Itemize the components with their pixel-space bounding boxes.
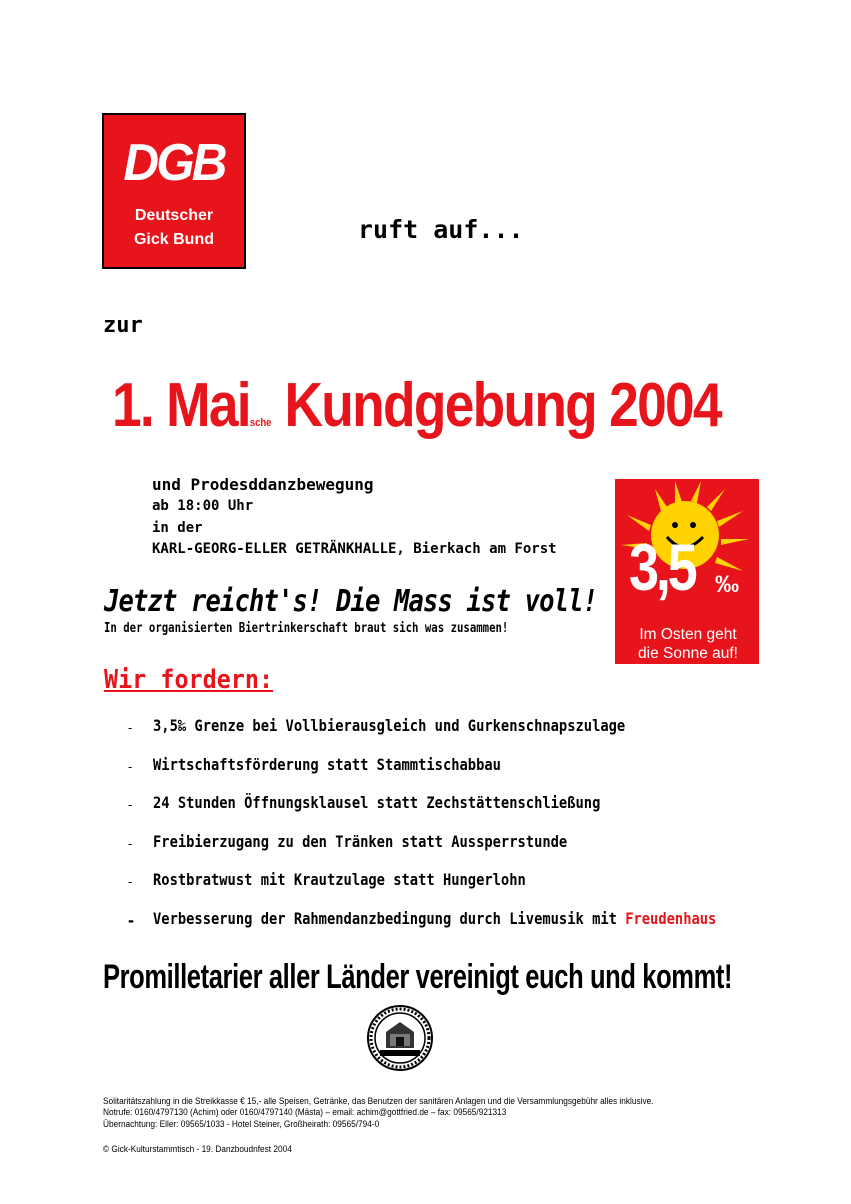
logo-line-1: Deutscher <box>134 207 214 224</box>
badge-text-1: Im Osten geht <box>639 626 737 643</box>
headline <box>112 371 721 440</box>
headline-part-1: 1. Mai <box>112 371 250 440</box>
bullet-dash: - <box>128 909 134 930</box>
bullet-dash: - <box>128 797 133 813</box>
details-line-3: in der <box>152 520 203 536</box>
demand-text: Freibierzugang zu den Tränken statt Aussperrstunde <box>153 831 568 851</box>
details-time: ab 18:00 Uhr <box>152 498 254 514</box>
dgb-logo <box>102 113 246 269</box>
demand-text <box>153 909 716 928</box>
demand-text: 24 Stunden Öffnungsklausel statt Zechstättenschließung <box>153 793 601 813</box>
logo-line-2: Gick Bund <box>133 231 214 248</box>
demands-title: Wir fordern: <box>104 665 274 695</box>
demand-text: 3,5‰ Grenze bei Vollbierausgleich und Gurkenschnapszulage <box>153 716 626 735</box>
badge-unit: ‰ <box>715 571 739 598</box>
logo-abbreviation: DGB <box>123 134 225 192</box>
subslogan: In der organisierten Biertrinkerschaft braut sich was zusammen! <box>104 621 509 636</box>
badge-value: 3,5 <box>629 530 695 604</box>
details-line-1: und Prodesddanzbewegung <box>152 475 374 494</box>
seal-icon <box>366 1004 434 1072</box>
demand-text: Wirtschaftsförderung statt Stammtischabbau <box>153 754 501 774</box>
closing-slogan: Promilletarier aller Länder vereinigt euch und kommt! <box>103 958 733 996</box>
sun-badge <box>615 479 759 664</box>
footer-lodging: Übernachtung: Eller: 09565/1033 - Hotel Steiner, Großheirath: 09565/794-0 <box>103 1119 380 1129</box>
bullet-dash: - <box>128 835 133 851</box>
demand-highlight: Freudenhaus <box>625 908 717 928</box>
zur-text: zur <box>103 313 143 338</box>
details-venue: KARL-GEORG-ELLER GETRÄNKHALLE, Bierkach am Forst <box>152 541 557 557</box>
slogan: Jetzt reicht's! Die Mass ist voll! <box>104 584 598 619</box>
bullet-dash: - <box>128 720 133 735</box>
demand-text: Rostbratwust mit Krautzulage statt Hungerlohn <box>153 870 526 890</box>
footer-copyright: © Gick-Kulturstammtisch - 19. Danzboudnfest 2004 <box>103 1144 292 1154</box>
call-text: ruft auf... <box>358 215 524 244</box>
demand-text-main: Verbesserung der Rahmendanzbedingung durch Livemusik mit <box>153 908 626 928</box>
footer-payment: Solitaritätszahlung in die Streikkasse € 15,- alle Speisen, Getränke, das Benutzen der sanitären Anlagen und die Versammlungsgebühr alles inklusive. <box>103 1096 654 1106</box>
footer-contacts: Notrufe: 0160/4797130 (Achim) oder 0160/4797140 (Mästa) – email: achim@gottfried.de – fax: 09565/921313 <box>103 1107 507 1117</box>
badge-text-2: die Sonne auf! <box>638 645 738 662</box>
headline-small: sche <box>249 417 272 429</box>
bullet-dash: - <box>128 758 133 774</box>
headline-part-2: Kundgebung 2004 <box>271 371 721 440</box>
bullet-dash: - <box>128 874 133 890</box>
